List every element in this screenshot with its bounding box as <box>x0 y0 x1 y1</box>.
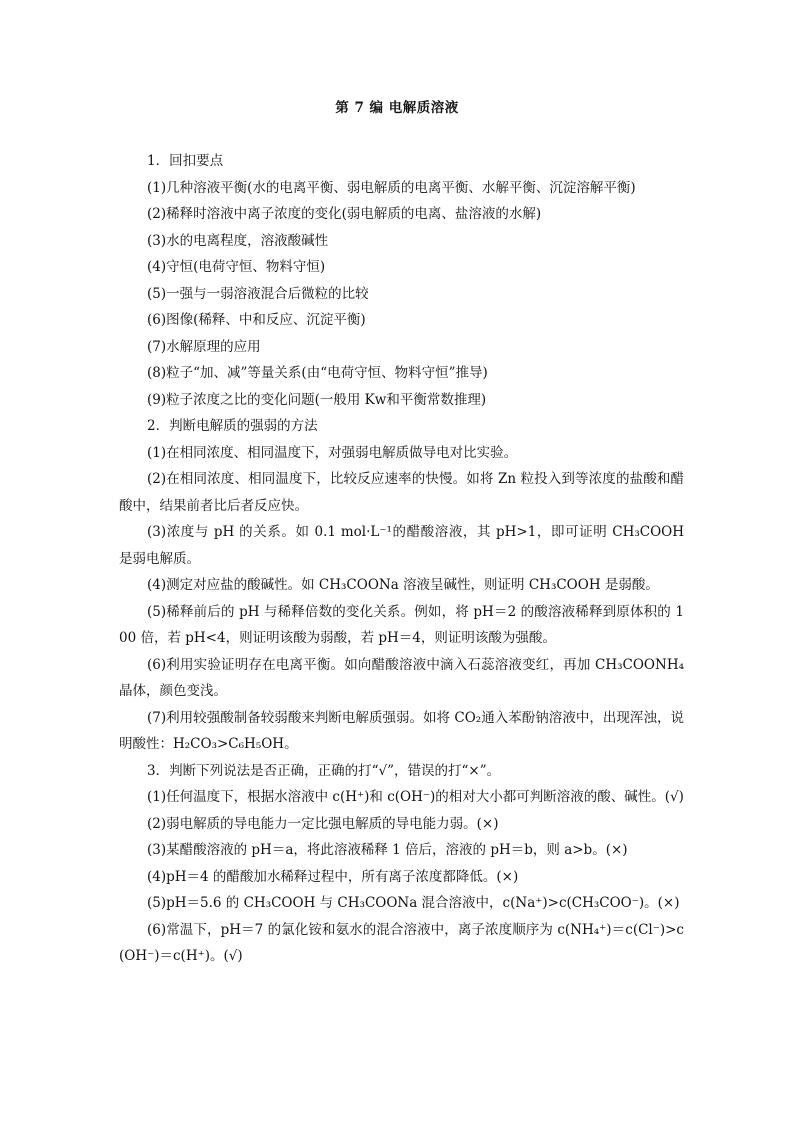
section-1-item: (7)水解原理的应用 <box>147 338 261 355</box>
section-3-item: (6)常温下，pH＝7 的氯化铵和氨水的混合溶液中，离子浓度顺序为 c(NH₄⁺)＝c(Cl⁻)>c(OH⁻)＝c(H⁺)。(√) <box>119 921 684 964</box>
section-1-item: (4)守恒(电荷守恒、物料守恒) <box>147 259 326 275</box>
section-1-heading: 1．回扣要点 <box>147 153 224 169</box>
section-3-heading: 3．判断下列说法是否正确，正确的打“√”，错误的打“×”。 <box>147 762 501 779</box>
page-title: 第 7 编 电解质溶液 <box>335 100 459 116</box>
section-2-item: (1)在相同浓度、相同温度下，对强弱电解质做导电对比实验。 <box>147 444 518 461</box>
section-1-item: (9)粒子浓度之比的变化问题(一般用 Kw和平衡常数推理) <box>147 391 487 408</box>
section-1-item: (8)粒子“加、减”等量关系(由“电荷守恒、物料守恒”推导) <box>147 365 488 381</box>
section-3-item: (3)某醋酸溶液的 pH＝a，将此溶液稀释 1 倍后，溶液的 pH＝b，则 a>b。(×) <box>147 842 628 858</box>
section-2-item: (2)在相同浓度、相同温度下，比较反应速率的快慢。如将 Zn 粒投入到等浓度的盐酸和醋酸中，结果前者比后者反应快。 <box>119 471 684 514</box>
section-1-item: (1)几种溶液平衡(水的电离平衡、弱电解质的电离平衡、水解平衡、沉淀溶解平衡) <box>147 179 636 196</box>
section-3-item: (2)弱电解质的导电能力一定比强电解质的导电能力弱。(×) <box>147 815 499 832</box>
section-3-item: (5)pH＝5.6 的 CH₃COOH 与 CH₃COONa 混合溶液中，c(Na⁺)>c(CH₃COO⁻)。(×) <box>147 895 680 911</box>
section-2-item: (5)稀释前后的 pH 与稀释倍数的变化关系。例如，将 pH＝2 的酸溶液稀释到原体积的 100 倍，若 pH<4，则证明该酸为弱酸，若 pH＝4，则证明该酸为强酸。 <box>119 603 684 646</box>
section-2-item: (7)利用较强酸制备较弱酸来判断电解质强弱。如将 CO₂通入苯酚钠溶液中，出现浑浊，说明酸性：H₂CO₃>C₆H₅OH。 <box>119 709 684 752</box>
section-3-item: (1)任何温度下，根据水溶液中 c(H⁺)和 c(OH⁻)的相对大小都可判断溶液的酸、碱性。(√) <box>147 789 684 805</box>
section-1-item: (3)水的电离程度，溶液酸碱性 <box>147 232 329 249</box>
section-1-item: (6)图像(稀释、中和反应、沉淀平衡) <box>147 312 366 328</box>
section-2-item: (6)利用实验证明存在电离平衡。如向醋酸溶液中滴入石蕊溶液变红，再加 CH₃COONH₄晶体，颜色变浅。 <box>119 656 684 699</box>
section-3-item: (4)pH＝4 的醋酸加水稀释过程中，所有离子浓度都降低。(×) <box>147 868 519 885</box>
section-1-item: (2)稀释时溶液中离子浓度的变化(弱电解质的电离、盐溶液的水解) <box>147 206 542 222</box>
document-body <box>119 148 684 970</box>
section-2-item: (4)测定对应盐的酸碱性。如 CH₃COONa 溶液呈碱性，则证明 CH₃COOH 是弱酸。 <box>147 577 659 593</box>
section-2-item: (3)浓度与 pH 的关系。如 0.1 mol·L⁻¹的醋酸溶液，其 pH>1，即可证明 CH₃COOH 是弱电解质。 <box>119 524 684 567</box>
section-2-heading: 2．判断电解质的强弱的方法 <box>147 418 318 434</box>
section-1-item: (5)一强与一弱溶液混合后微粒的比较 <box>147 285 369 302</box>
